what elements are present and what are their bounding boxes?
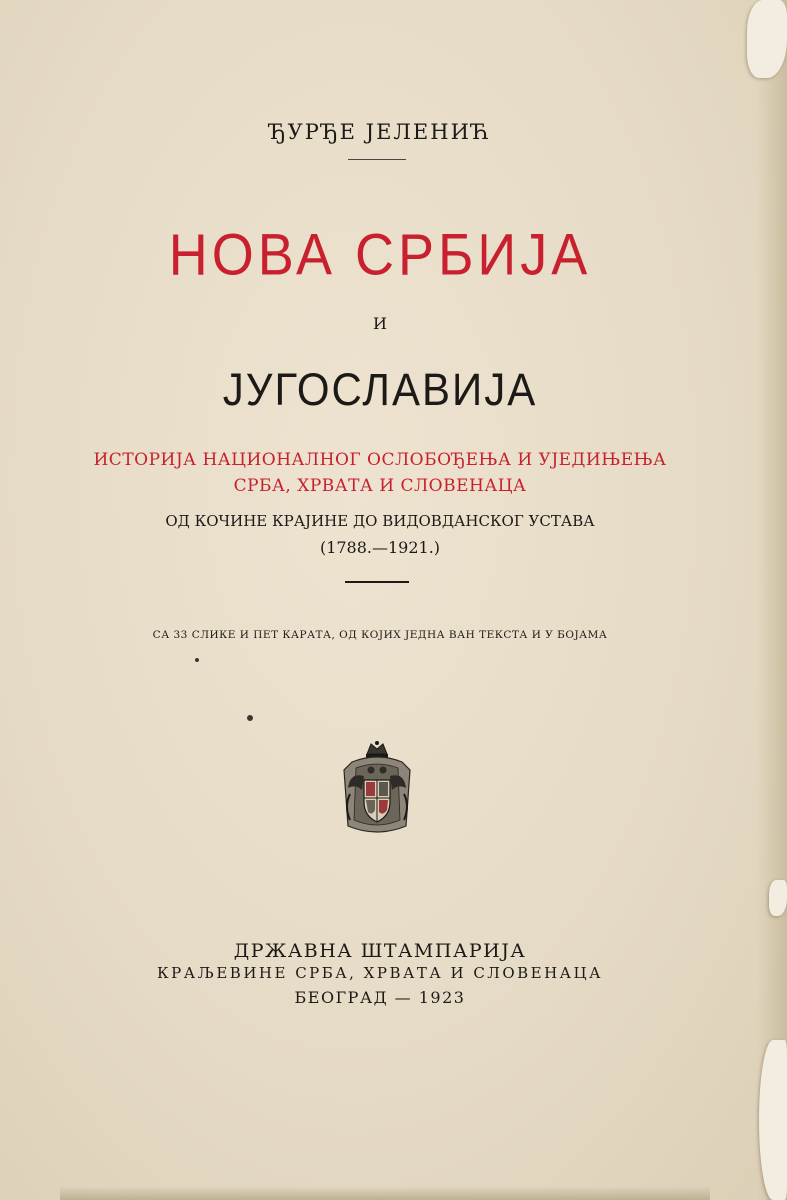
paper-edge-shadow: [757, 0, 787, 1200]
ink-speck: [247, 715, 253, 721]
book-title: НОВА СРБИЈА: [168, 222, 592, 288]
title-conjunction: И: [373, 314, 387, 333]
torn-corner-top: [747, 0, 787, 78]
torn-corner-bottom: [759, 1040, 787, 1200]
illustrations-note: СА 33 СЛИКЕ И ПЕТ КАРАТА, ОД КОЈИХ ЈЕДНА ВАН ТЕКСТА И У БОЈАМА: [152, 629, 608, 641]
royal-coat-of-arms-icon: [334, 740, 420, 838]
author-name: ЂУРЂЕ ЈЕЛЕНИЋ: [268, 120, 492, 144]
history-line-1: ИСТОРИЈА НАЦИОНАЛНОГ ОСЛОБОЂЕЊА И УЈЕДИЊЕЊА: [93, 450, 667, 470]
torn-edge-right: [769, 880, 787, 916]
publisher-kingdom: КРАЉЕВИНЕ СРБА, ХРВАТА И СЛОВЕНАЦА: [157, 964, 603, 982]
publisher-name: ДРЖАВНА ШТАМПАРИЈА: [233, 940, 527, 962]
year-range: (1788.—1921.): [319, 538, 441, 557]
author-divider: [348, 159, 406, 160]
publication-place-year: БЕОГРАД — 1923: [294, 988, 466, 1007]
period-range: ОД КОЧИНЕ КРАЈИНЕ ДО ВИДОВДАНСКОГ УСТАВА: [165, 512, 595, 530]
book-subtitle: ЈУГОСЛАВИЈА: [222, 364, 538, 415]
ink-speck: [195, 658, 199, 662]
paper-edge-bottom: [60, 1186, 710, 1200]
history-line-2: СРБА, ХРВАТА И СЛОВЕНАЦА: [233, 476, 527, 496]
section-divider: [345, 581, 409, 583]
